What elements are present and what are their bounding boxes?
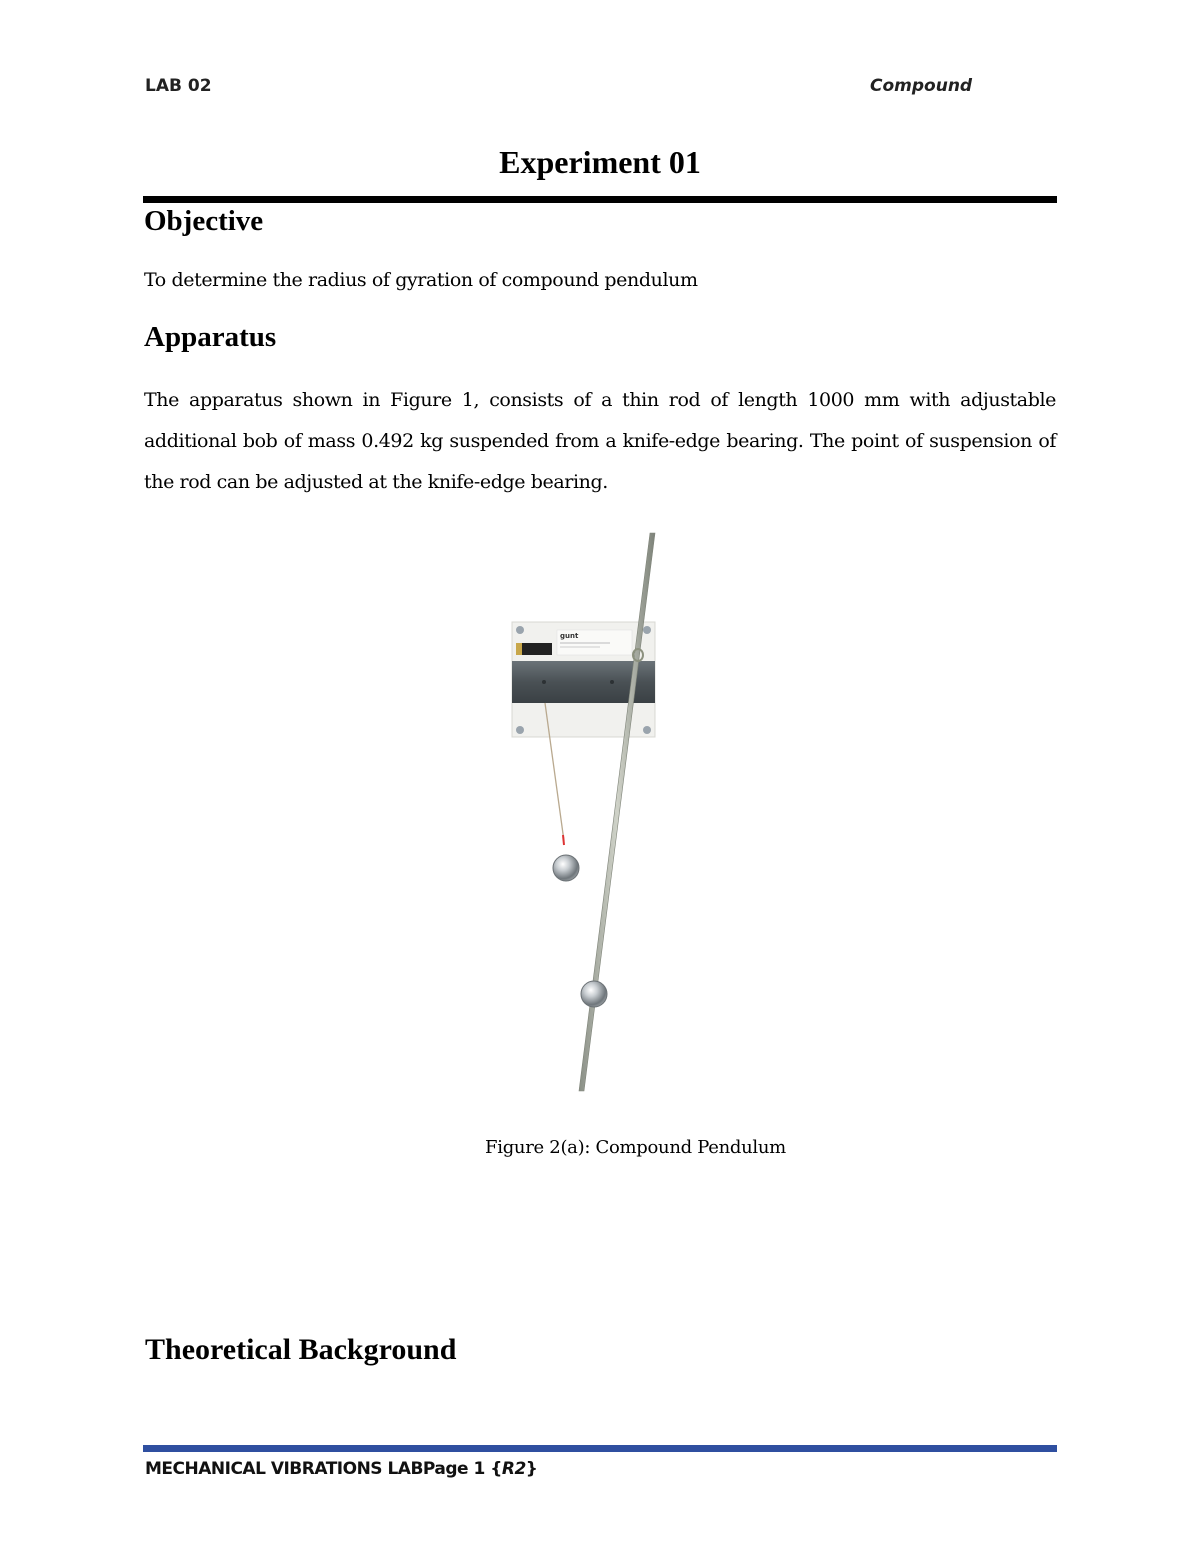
pendulum-illustration (500, 525, 680, 1095)
apparatus-heading: Apparatus (144, 321, 277, 353)
running-header-right: Compound (870, 76, 973, 96)
apparatus-paragraph: The apparatus shown in Figure 1, consists of a thin rod of length 1000 mm with adjustable additional bob of mass 0.492 kg suspended from a knife-edge bearing. The point of suspension of the rod can be adjusted at the knife-edge bearing. (144, 389, 1056, 493)
simple-pendulum-bob (553, 855, 579, 881)
page-title: Experiment 01 (499, 144, 701, 180)
compound-pendulum-rod (579, 533, 655, 1091)
screw-icon (643, 626, 651, 634)
footer-revision: R2 (501, 1459, 526, 1479)
screw-icon (516, 626, 524, 634)
running-header-left: LAB 02 (145, 76, 212, 96)
brand-label: gunt (560, 632, 579, 640)
objective-heading: Objective (144, 205, 264, 237)
adjustable-bob (581, 981, 607, 1007)
objective-text: To determine the radius of gyration of compound pendulum (144, 269, 698, 291)
figure-caption: Figure 2(a): Compound Pendulum (485, 1137, 786, 1158)
screw-icon (643, 726, 651, 734)
screw-icon (516, 726, 524, 734)
running-footer (145, 1459, 537, 1479)
footer-text: MECHANICAL VIBRATIONS LABPage 1 { (145, 1459, 502, 1479)
knife-edge-holder (522, 643, 552, 655)
footer-divider (143, 1445, 1057, 1452)
title-divider (143, 196, 1057, 203)
footer-close: } (525, 1459, 538, 1479)
theory-heading: Theoretical Background (145, 1333, 457, 1366)
compound-pendulum-figure (500, 525, 680, 1095)
